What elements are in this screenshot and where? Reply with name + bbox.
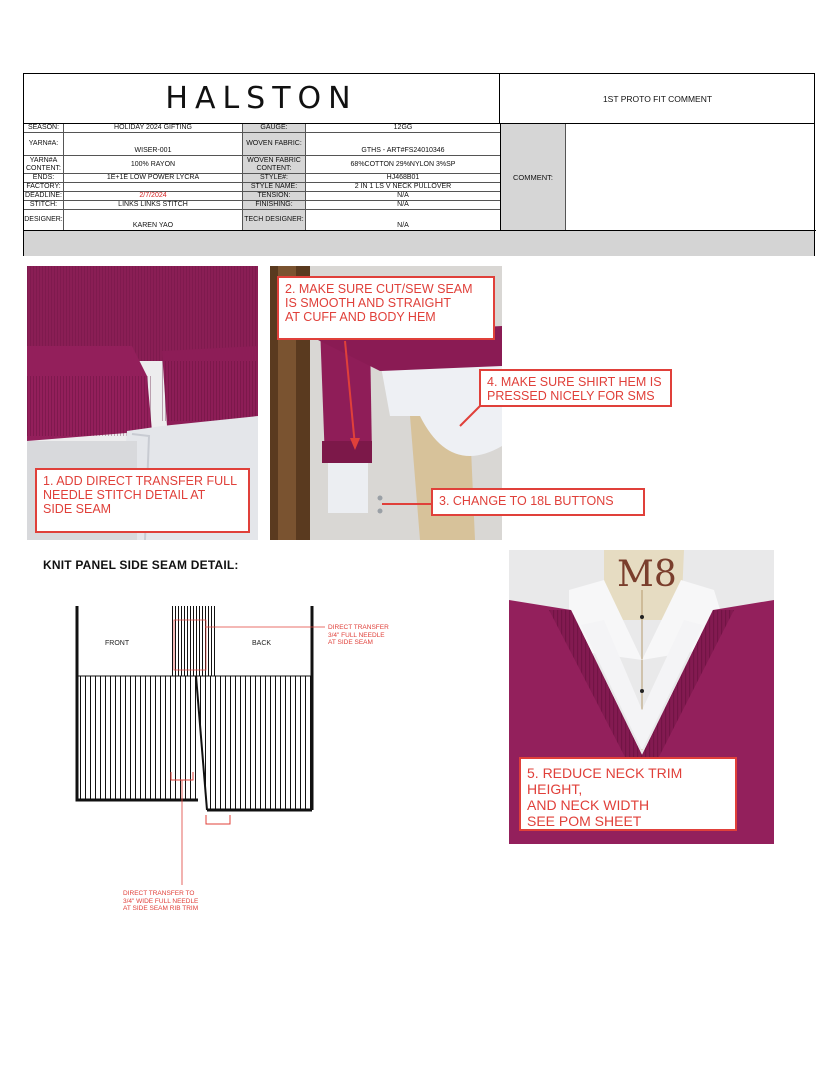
spec-value: LINKS LINKS STITCH bbox=[64, 201, 243, 209]
spec-value: 2 IN 1 LS V NECK PULLOVER bbox=[354, 183, 452, 191]
spec-row bbox=[24, 210, 500, 230]
knit-diagram-title: KNIT PANEL SIDE SEAM DETAIL: bbox=[43, 558, 239, 572]
spec-label: STYLE NAME: bbox=[243, 183, 306, 191]
spec-value: N/A bbox=[397, 192, 409, 200]
note-line: AT SIDE SEAM RIB TRIM bbox=[123, 905, 199, 912]
spec-row bbox=[24, 133, 500, 156]
mannequin-tag: M8 bbox=[617, 554, 677, 595]
spec-row bbox=[24, 124, 500, 133]
callout-text: 5. REDUCE NECK TRIM HEIGHT, bbox=[527, 765, 683, 797]
photo-neckline bbox=[509, 550, 774, 844]
spec-value: WISER-001 bbox=[64, 133, 243, 155]
spec-value: 1E+1E LOW POWER LYCRA bbox=[64, 174, 243, 182]
note-line: 3/4" FULL NEEDLE bbox=[328, 631, 385, 639]
spec-label: GAUGE: bbox=[243, 124, 306, 132]
spec-row bbox=[24, 156, 500, 174]
spec-label: DEADLINE: bbox=[24, 192, 64, 200]
callout-text: NEEDLE STITCH DETAIL AT bbox=[43, 488, 206, 502]
knit-panel-diagram bbox=[70, 600, 430, 930]
grey-band bbox=[24, 231, 814, 256]
spec-value: 68%COTTON 29%NYLON 3%SP bbox=[350, 160, 456, 168]
spec-label: STYLE#: bbox=[243, 174, 306, 182]
fit-comment-title: 1ST PROTO FIT COMMENT bbox=[500, 74, 815, 124]
callout-text: PRESSED NICELY FOR SMS bbox=[487, 389, 655, 403]
spec-label: DESIGNER: bbox=[24, 210, 64, 230]
spec-label: YARN#A CONTENT: bbox=[24, 156, 64, 173]
spec-label: WOVEN FABRIC CONTENT: bbox=[243, 156, 306, 173]
spec-label: SEASON: bbox=[24, 124, 64, 132]
spec-value: HJ468B01 bbox=[386, 174, 420, 182]
spec-label: STITCH: bbox=[24, 201, 64, 209]
comment-label: COMMENT: bbox=[500, 124, 566, 230]
spec-label: TECH DESIGNER: bbox=[243, 210, 306, 230]
spec-value: HOLIDAY 2024 GIFTING bbox=[64, 124, 243, 132]
note-line: AT SIDE SEAM bbox=[328, 639, 373, 646]
back-label: BACK bbox=[252, 640, 272, 647]
spec-label: TENSION: bbox=[243, 192, 306, 200]
spec-value: KAREN YAO bbox=[64, 210, 243, 230]
front-label: FRONT bbox=[105, 640, 130, 647]
brand-logo: HALSTON bbox=[165, 81, 358, 116]
spec-value: 12GG bbox=[393, 124, 413, 132]
callout-2 bbox=[277, 276, 495, 340]
note-bottom bbox=[123, 890, 198, 913]
callout-text: 2. MAKE SURE CUT/SEW SEAM bbox=[285, 282, 473, 296]
spec-value bbox=[64, 183, 243, 191]
spec-row bbox=[24, 183, 500, 192]
callout-text: 3. CHANGE TO 18L BUTTONS bbox=[439, 494, 614, 508]
callout-text: 1. ADD DIRECT TRANSFER FULL bbox=[43, 474, 238, 488]
spec-value: N/A bbox=[397, 201, 409, 209]
callout-4 bbox=[479, 369, 672, 407]
callout-text: AND NECK WIDTH bbox=[527, 797, 650, 813]
spec-value: GTHS - ART#FS24010346 bbox=[361, 146, 445, 154]
note-line: 3/4" WIDE FULL NEEDLE bbox=[123, 897, 199, 905]
spec-row bbox=[24, 174, 500, 183]
deadline-value: 2/7/2024 bbox=[64, 192, 243, 200]
photo-side-seam bbox=[27, 266, 258, 540]
note-top bbox=[328, 624, 389, 647]
callout-5 bbox=[519, 757, 737, 831]
brand-cell bbox=[24, 74, 500, 124]
spec-label: YARN#A: bbox=[24, 133, 64, 155]
spec-value: N/A bbox=[397, 221, 409, 229]
callout-1 bbox=[35, 468, 250, 533]
spec-header-table bbox=[23, 73, 815, 256]
note-line: DIRECT TRANSFER TO bbox=[123, 890, 195, 897]
spec-row bbox=[24, 192, 500, 201]
callout-text: 4. MAKE SURE SHIRT HEM IS bbox=[487, 375, 662, 389]
callout-text: SIDE SEAM bbox=[43, 502, 112, 516]
note-line: DIRECT TRANSFER bbox=[328, 624, 389, 631]
spec-label: ENDS: bbox=[24, 174, 64, 182]
spec-row bbox=[24, 201, 500, 210]
spec-label: WOVEN FABRIC: bbox=[243, 133, 306, 155]
callout-text: AT CUFF AND BODY HEM bbox=[285, 310, 436, 324]
callout-text: SEE POM SHEET bbox=[527, 813, 642, 829]
spec-value: 100% RAYON bbox=[64, 156, 243, 173]
callout-text: IS SMOOTH AND STRAIGHT bbox=[285, 296, 451, 310]
callout-3 bbox=[431, 488, 645, 516]
spec-label: FACTORY: bbox=[24, 183, 64, 191]
spec-label: FINISHING: bbox=[243, 201, 306, 209]
